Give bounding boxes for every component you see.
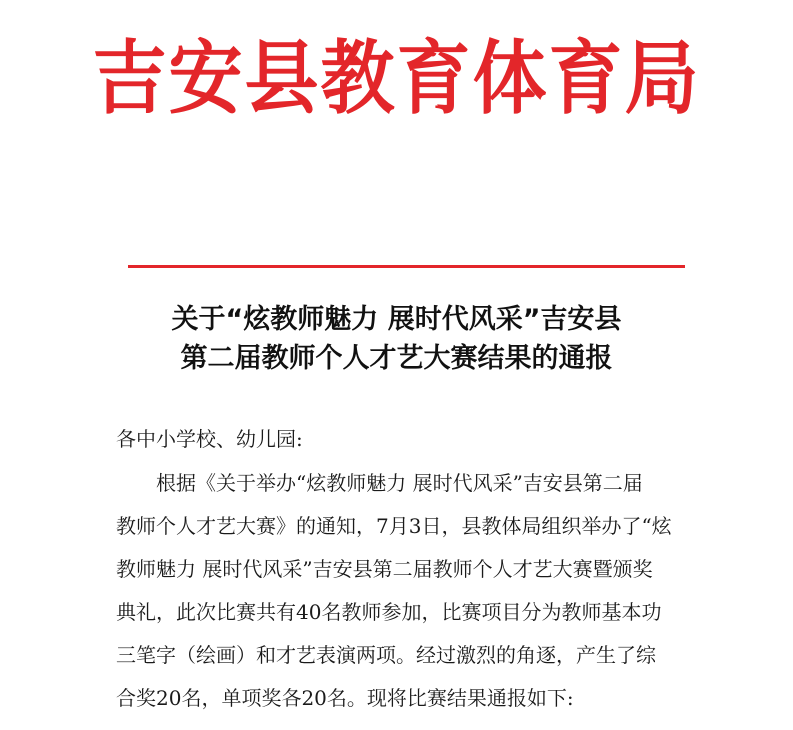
body-line-3: 教师魅力 展时代风采”吉安县第二届教师个人才艺大赛暨颁奖 (116, 557, 653, 581)
body-line-5: 三笔字（绘画）和才艺表演两项。经过激烈的角逐，产生了综 (116, 643, 656, 667)
salutation: 各中小学校、幼儿园: (116, 427, 303, 451)
document-title-line-2: 第二届教师个人才艺大赛结果的通报 (180, 343, 613, 374)
document-title-line-1: 关于“炫教师魅力 展时代风采”吉安县 (171, 304, 622, 335)
body-line-4: 典礼，此次比赛共有40名教师参加，比赛项目分为教师基本功 (116, 600, 662, 624)
red-divider-line (128, 265, 685, 268)
body-line-2: 教师个人才艺大赛》的通知，7月3日，县教体局组织举办了“炫 (116, 514, 672, 538)
issuer-masthead: 吉安县教育体育局 (92, 32, 701, 126)
body-line-6: 合奖20名，单项奖各20名。现将比赛结果通报如下: (116, 686, 574, 710)
body-line-1: 根据《关于举办“炫教师魅力 展时代风采”吉安县第二届 (156, 471, 643, 495)
